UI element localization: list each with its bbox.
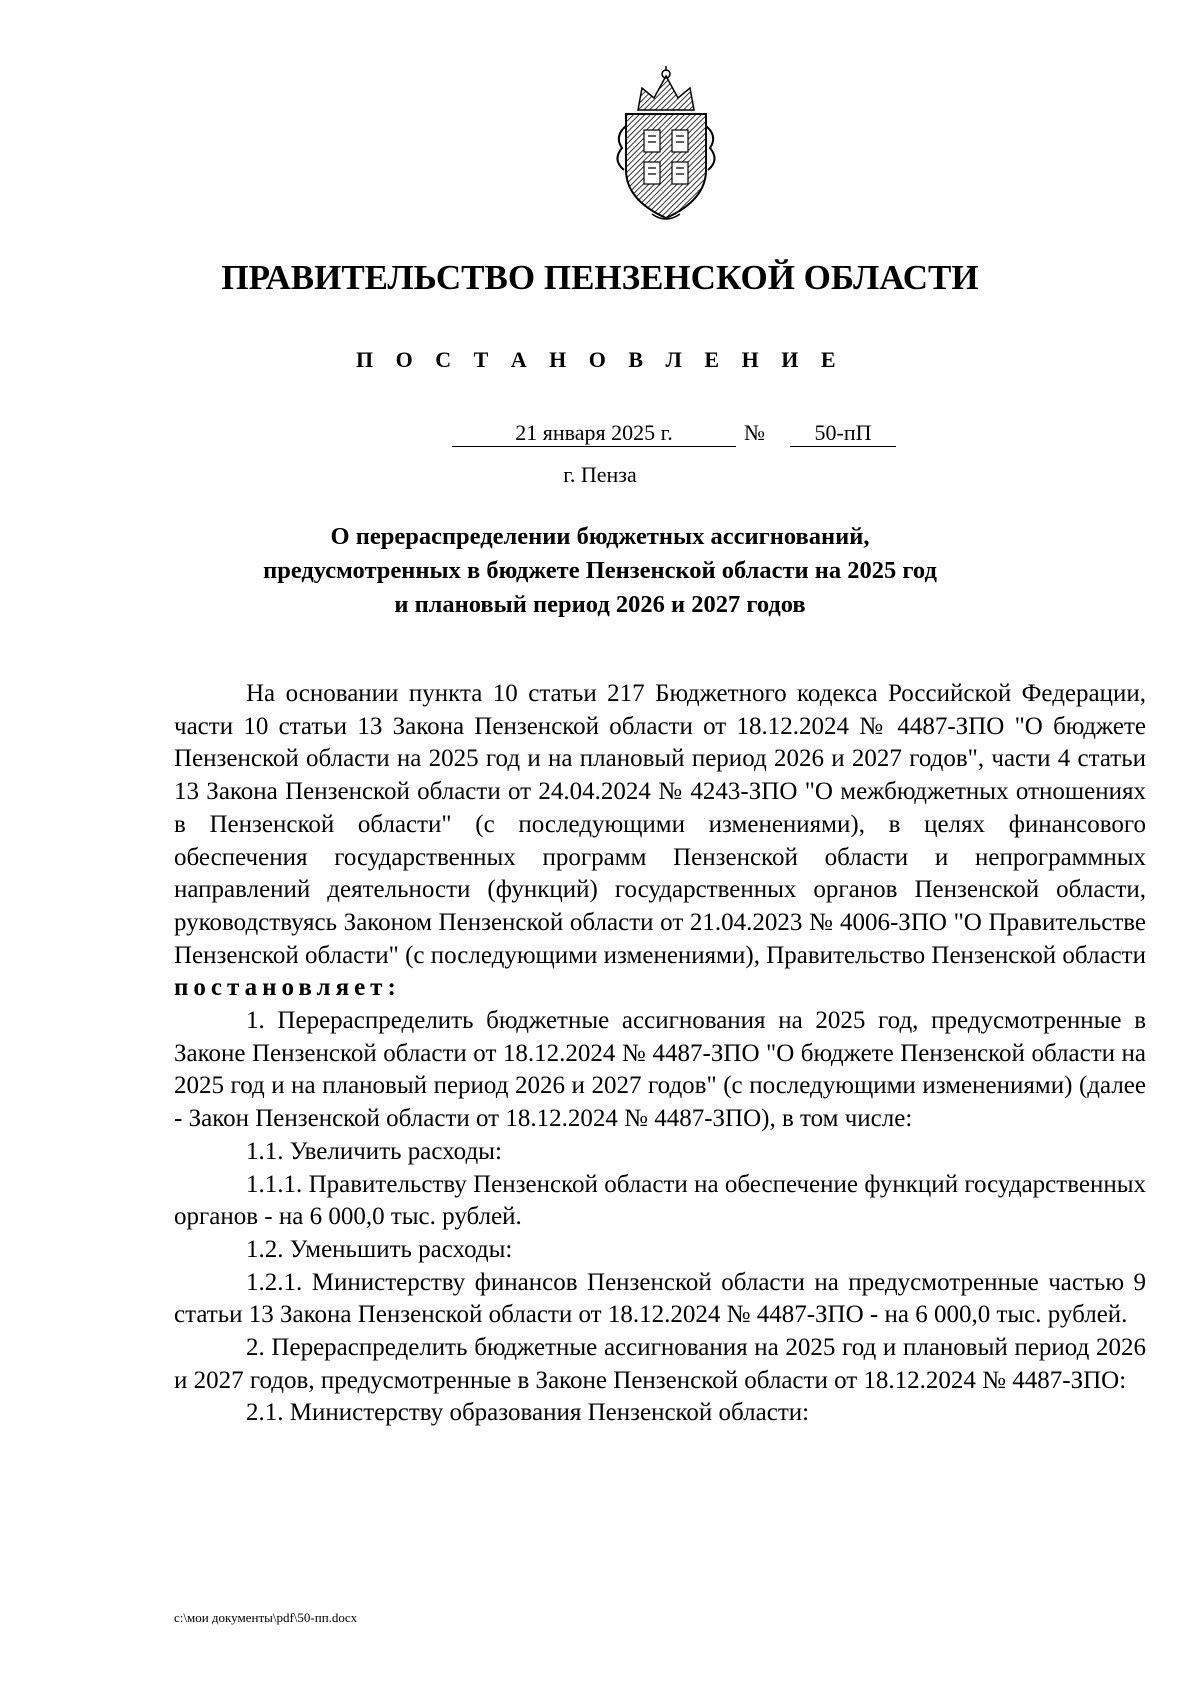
body-paragraph: 1. Перераспределить бюджетные ассигнования на 2025 год, предусмотренные в Законе Пензенской области от 18.12.2024 № 4487-ЗПО "О бюджете Пензенской области на 2025 год и на плановый период 2026 и 2027 годов" (с последующими изменениями) (далее - Закон Пензенской области от 18.12.2024 № 4487-ЗПО), в том числе: [174, 1007, 1146, 1133]
document-type: П О С Т А Н О В Л Е Н И Е [355, 347, 845, 372]
body-paragraph: 1.1. Увеличить расходы: [246, 1137, 502, 1165]
subject-line: и плановый период 2026 и 2027 годов [394, 591, 806, 618]
decree-verb: постановляет: [174, 974, 401, 1002]
body-paragraph: 1.2. Уменьшить расходы: [246, 1235, 513, 1263]
body-paragraph: 2. Перераспределить бюджетные ассигнования на 2025 год и плановый период 2026 и 2027 годов, предусмотренные в Законе Пензенской области от 18.12.2024 № 4487-ЗПО: [174, 1334, 1146, 1394]
subject-line: предусмотренных в бюджете Пензенской области на 2025 год [263, 557, 937, 584]
preamble-text: На основании пункта 10 статьи 217 Бюджетного кодекса Российской Федерации, части 10 статьи 13 Закона Пензенской области от 18.12.2024 № 4487-ЗПО "О бюджете Пензенской области на 2025 год и на плановый период 2026 и 2027 годов", части 4 статьи 13 Закона Пензенской области от 24.04.2024 № 4243-ЗПО "О межбюджетных отношениях в Пензенской области" (с последующими изменениями), в целях финансового обеспечения государственных программ Пензенской области и непрограммных направлений деятельности (функций) государственных органов Пензенской области, руководствуясь Законом Пензенской области от 21.04.2023 № 4006-ЗПО "О Правительстве Пензенской области" (с последующими изменениями), Правительство Пензенской области [174, 680, 1146, 969]
document-date: 21 января 2025 г. [452, 420, 736, 447]
body-paragraph: 1.2.1. Министерству финансов Пензенской области на предусмотренные частью 9 статьи 13 Закона Пензенской области от 18.12.2024 № 4487-ЗПО - на 6 000,0 тыс. рублей. [174, 1268, 1146, 1329]
body-paragraph: 1.1.1. Правительству Пензенской области на обеспечение функций государственных органов - на 6 000,0 тыс. рублей. [174, 1170, 1146, 1231]
coat-of-arms-icon [608, 66, 724, 226]
body-paragraph: 2.1. Министерству образования Пензенской области: [246, 1399, 810, 1427]
government-title: ПРАВИТЕЛЬСТВО ПЕНЗЕНСКОЙ ОБЛАСТИ [221, 258, 979, 297]
preamble-paragraph [174, 678, 1146, 1005]
subject-line: О перераспределении бюджетных ассигнований, [330, 523, 870, 550]
document-subject [220, 520, 980, 622]
document-number: 50-пП [790, 420, 896, 447]
number-sign: № [744, 420, 765, 445]
document-body [174, 678, 1146, 1430]
issue-city: г. Пенза [563, 462, 637, 487]
file-path-footer: c:\мои документы\pdf\50-пп.docx [174, 1610, 358, 1625]
